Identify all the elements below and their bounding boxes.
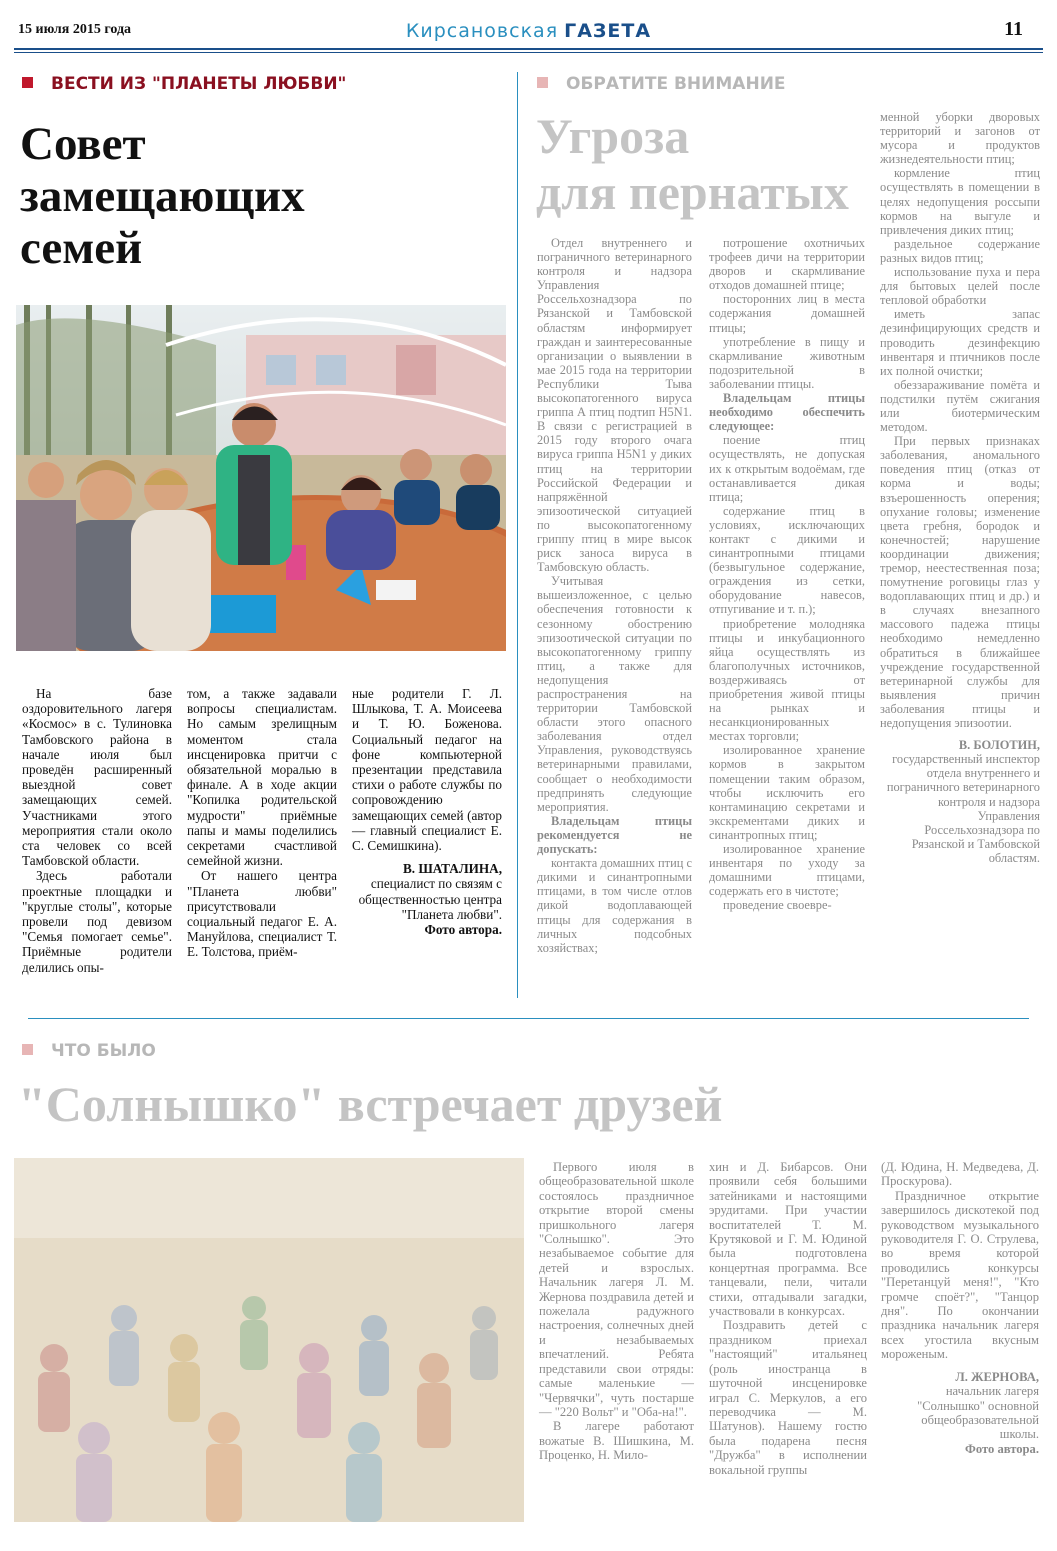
paragraph: изолированное хранение кормов в закрытом помещении таким образом, чтобы исключить его контаминацию секретами и экскрементами диких и синантропных птиц;: [709, 743, 865, 842]
header-rule-thin: [14, 52, 1043, 53]
author-name: В. БОЛОТИН,: [958, 738, 1040, 753]
paragraph: контакта домашних птиц с дикими и синантропными птицами, в том числе отлов дикой водоплавающей птицы для содержания в личных подсобных хозяйствах;: [537, 856, 692, 955]
newspaper-name: [0, 20, 1057, 42]
paragraph: Здесь работали проектные площадки и "круглые столы", которые провели под девизом "Семья помогает семье". Приёмные родители делились опы-: [22, 868, 172, 975]
article1-column-2: [187, 686, 337, 960]
paragraph: том, а также задавали вопросы специалистам. Но самым зрелищным моментом стала инсценировка притчи с обязательной моралью в финале. А в ходе акции "Копилка родительской мудрости" приёмные папы и мамы поделились секретами счастливой семейной жизни.: [187, 686, 337, 869]
headline-line: Угроза: [536, 108, 690, 164]
paragraph: ные родители Г. Л. Шлыкова, Т. А. Моисеева и Т. Ю. Боженова. Социальный педагог на фоне компьютерной презентации представила стихи о работе службы по сопровождению замещающих семей (автор — главный специалист Е. С. Семишкина).: [352, 686, 502, 854]
paragraph: При первых признаках заболевания, аномального поведения птиц (отказ от корма и воды; взъерошенность оперения; опухание головы; изменение цвета гребня, бородок и конечностей; нарушение координации движения; тремор, неестественная поза; помутнение роговицы глаз у водоплавающих птиц и др.) и в случаях внезапного массового падежа птицы необходимо немедленно обратиться в ближайшее учреждение государственной ветеринарной службы для выявления причин заболевания птицы и недопущения эпизоотии.: [880, 434, 1040, 731]
paragraph: содержание птиц в условиях, исключающих контакт с дикими и синантропными птицами (безвыгульное содержание, ограждения из сетки, оборудование навесов, отпугивание и т. п.);: [709, 503, 865, 617]
rubric-square-icon: [537, 77, 548, 88]
article1-column-1: [22, 686, 172, 975]
paragraph: Первого июля в общеобразовательной школе состоялось праздничное открытие второй смены пришкольного лагеря "Солнышко". Это незабываемое событие для детей и взрослых. Начальник лагеря Л. М. Жернова поздравила детей и пожелала радужного настроения, солнечных дней и незабываемых впечатлений. Ребята представили свои отряды: самые маленькие — "Червячки", чуть постарше — "220 Вольт" и "Оба-на!".: [539, 1160, 694, 1419]
paragraph: потрошение охотничьих трофеев дичи на территории дворов и скармливание отходов домашней птице;: [709, 236, 865, 293]
paragraph: Отдел внутреннего и пограничного ветеринарного контроля и надзора Управления Россельхознадзора по Рязанской и Тамбовской областям информирует граждан и заинтересованные организации о выявлении в мае 2015 года на территории Республики Тыва высокопатогенного вируса гриппа А птиц подтип H5N1. В связи с регистрацией в 2015 году второго очага вируса гриппа H5N1 у диких птиц на территории Российской Федерации и напряжённой эпизоотической ситуацией по высокопатогенному гриппу птиц в мире высок риск заноса вируса в Тамбовскую область.: [537, 236, 692, 575]
headline-bird-threat: [536, 108, 849, 220]
paragraph: (Д. Юдина, Н. Медведева, Д. Проскурова).: [881, 1160, 1039, 1189]
rubric-attention: [537, 74, 786, 94]
section-divider: [28, 1018, 1029, 1019]
headline-foster-council: [20, 118, 305, 274]
paragraph: поение птиц осуществлять, не допуская их к открытым водоёмам, где останавливается дикая птица;: [709, 433, 865, 504]
headline-sunshine-camp: "Солнышко" встречает друзей: [18, 1076, 723, 1132]
article2-column-1: [537, 236, 692, 955]
paragraph-bold: Владельцам птицы необходимо обеспечить следующее:: [709, 391, 865, 434]
article3-column-1: [539, 1160, 694, 1463]
paragraph: От нашего центра "Планета любви" присутствовали социальный педагог Е. А. Мануйлова, специалист Т. Е. Толстова, приём-: [187, 868, 337, 960]
photo-credit: Фото автора.: [965, 1441, 1039, 1456]
rubric-label: ЧТО БЫЛО: [51, 1041, 156, 1061]
paragraph: проведение своевре-: [723, 898, 832, 913]
paragraph: посторонних лиц в места содержания домашней птицы;: [709, 292, 865, 335]
article3-column-2: [709, 1160, 867, 1477]
article2-column-3: [880, 110, 1040, 865]
paragraph: менной уборки дворовых территорий и загонов от мусора и продуктов жизнедеятельности птиц;: [880, 110, 1040, 167]
paragraph: Учитывая вышеизложенное, с целью обеспечения готовности к сезонному обострению эпизоотической ситуации по высокопатогенному гриппу птиц, а также для недопущения распространения на территории Тамбовской области этого опасного заболевания отдел Управления, руководствуясь ветеринарными правилами, сообщает о необходимости предпринять следующие мероприятия.: [537, 574, 692, 814]
paragraph: На базе оздоровительного лагеря «Космос» в с. Тулиновка Тамбовского района в начале июля был проведён расширенный выездной совет замещающих семей. Участниками этого мероприятия стали около ста человек со всей Тамбовской области.: [22, 686, 172, 869]
headline-line: замещающих: [20, 170, 305, 222]
paragraph-bold: Владельцам птицы рекомендуется не допускать:: [537, 813, 692, 857]
photo-council-meeting: [16, 305, 506, 651]
author-signature: [352, 861, 502, 876]
photo-credit: Фото автора.: [424, 922, 502, 938]
paragraph: обеззараживание помёта и подстилки путём сжигания или биотермическим методом.: [880, 377, 1040, 435]
article2-column-2: [709, 236, 865, 913]
rubric-label: ВЕСТИ ИЗ "ПЛАНЕТЫ ЛЮБВИ": [51, 74, 347, 94]
headline-line: Совет: [20, 118, 146, 170]
paragraph: приобретение молодняка птицы и инкубационного яйца осуществлять из благополучных источников, воздерживаясь от приобретения живой птицы на рынках и несанкционированных местах торговли;: [709, 616, 865, 744]
photo-children-dancing: [14, 1158, 524, 1522]
author-name: Л. ЖЕРНОВА,: [955, 1369, 1039, 1384]
rubric-square-icon: [22, 1044, 33, 1055]
headline-line: семей: [20, 222, 143, 274]
article3-column-3: [881, 1160, 1039, 1456]
rubric-label: ОБРАТИТЕ ВНИМАНИЕ: [566, 74, 786, 94]
headline-line: для пернатых: [536, 164, 849, 220]
author-name: В. ШАТАЛИНА,: [402, 861, 502, 877]
column-divider: [517, 72, 518, 998]
article1-column-3: [352, 686, 502, 937]
paragraph: Поздравить детей с праздником приехал "настоящий" итальянец (роль иностранца в шуточной инсценировке играл С. Меркулов, а его переводчика — М. Шатунов). Нашему гостю была подарена песня "Дружба" в исполнении вокальной группы: [709, 1318, 867, 1477]
author-signature: [881, 1370, 1039, 1384]
rubric-planet-love: [22, 74, 346, 94]
author-role: начальник лагеря "Солнышко" основной общеобразовательной школы.: [917, 1384, 1039, 1442]
author-signature: [880, 738, 1040, 752]
paragraph: употребление в пищу и скармливание животным подозрительной в заболевании птицы.: [709, 334, 865, 391]
rubric-square-icon: [22, 77, 33, 88]
paragraph: использование пуха и пера для бытовых целей после тепловой обработки: [880, 265, 1040, 308]
author-role: специалист по связям с общественностью центра "Планета любви".: [358, 876, 502, 922]
paragraph: хин и Д. Бибарсов. Они проявили себя большими затейниками и настоящими эрудитами. При участии воспитателей Т. М. Крутяковой и Г. М. Юдиной была подготовлена концертная программа. Все танцевали, пели, читали стихи, отгадывали загадки, участвовали в конкурсах.: [709, 1160, 867, 1319]
page-number: 11: [1004, 18, 1023, 40]
paragraph: иметь запас дезинфицирующих средств и проводить дезинфекцию инвентаря и птичников после их полной очистки;: [880, 307, 1040, 378]
issue-date: 15 июля 2015 года: [18, 22, 132, 37]
paragraph: изолированное хранение инвентаря по уходу за домашними птицами, содержать его в чистоте;: [709, 842, 865, 899]
author-role: государственный инспектор отдела внутреннего и пограничного ветеринарного контроля и надзора Управления Россельхознадзора по Рязанской и Тамбовской областям.: [886, 752, 1040, 865]
newspaper-name-part1: Кирсановская: [405, 20, 559, 42]
paragraph: раздельное содержание разных видов птиц;: [880, 236, 1040, 265]
rubric-what-happened: [22, 1041, 156, 1061]
newspaper-name-part2: ГАЗЕТА: [564, 20, 652, 42]
paragraph: Праздничное открытие завершилось дискотекой под руководством музыкального руководителя Г. О. Струлева, во время которой проводились конкурсы "Перетанцуй меня!", "Кто громче споёт?", "Танцор дня". По окончании праздника начальник лагеря всех угостила вкусным мороженым.: [881, 1188, 1039, 1362]
paragraph: В лагере работают вожатые В. Шишкина, М. Проценко, Н. Мило-: [539, 1419, 694, 1463]
header-rule: [14, 48, 1043, 50]
paragraph: кормление птиц осуществлять в помещении в целях недопущения россыпи кормов на выгуле и привлечения диких птиц;: [880, 166, 1040, 237]
